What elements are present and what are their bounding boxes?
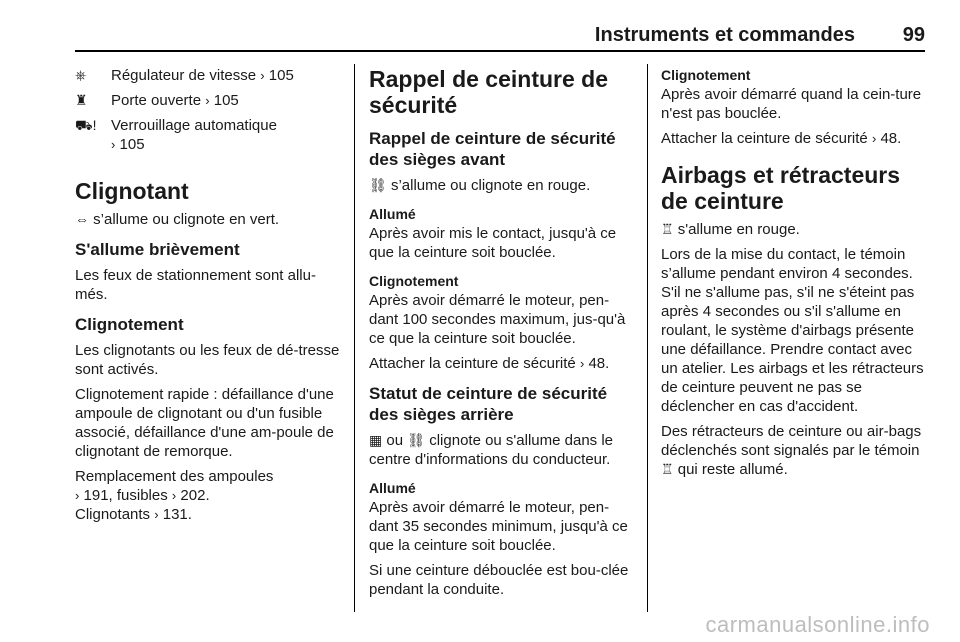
door-open-icon: ♜ [75, 92, 88, 108]
ref-arrow-icon: › [154, 507, 159, 522]
ref-arrow-icon: › [205, 93, 210, 108]
indicator-auto-lock [75, 116, 345, 154]
page-ref[interactable]: 48. [880, 130, 902, 147]
paragraph: Lors de la mise du contact, le témoin s’allume pendant environ 4 secondes. S'il ne s'allume pas, s'il ne s'éteint pas après 4 secondes ou s'il s'allume en roulant, le système d'airbags présente une défaillance. Prendre contact avec un atelier. Les airbags et les rétracteurs de ceinture peuvent ne pas se déclencher en cas d'accident. [661, 246, 924, 415]
ref-arrow-icon: › [871, 131, 877, 146]
header-rule [75, 50, 925, 52]
paragraph: Des rétracteurs de ceinture ou air-bags déclenchés sont signalés par le témoin ♖ qui reste allumé. [661, 423, 922, 478]
column-middle [369, 66, 636, 605]
paragraph: ⛓ s’allume ou clignote en rouge. [369, 177, 591, 194]
ref-arrow-icon: › [260, 68, 265, 83]
ref-arrow-icon: › [171, 488, 177, 503]
subheading-allume: Allumé [369, 206, 416, 222]
paragraph: Si une ceinture débouclée est bou-clée pendant la conduite. [369, 562, 629, 598]
page-header [75, 24, 925, 48]
paragraph: ⇔ s’allume ou clignote en vert. [75, 211, 280, 228]
heading-sieges-avant: Rappel de ceinture de sécurité des sièges avant [369, 129, 616, 169]
airbag-icon: ♖ [661, 461, 674, 477]
page-number: 99 [902, 24, 925, 46]
paragraph: Après avoir démarré quand la cein-ture n'est pas bouclée. [661, 86, 922, 122]
cruise-control-icon: ⎈ [75, 67, 87, 83]
paragraph: ▦ ou ⛓ clignote ou s'allume dans le centre d'informations du conducteur. [369, 432, 614, 468]
page-ref[interactable]: 131. [162, 506, 192, 523]
heading-allume-brievement: S'allume brièvement [75, 240, 240, 259]
column-right [661, 66, 931, 485]
page-ref[interactable]: 105 [213, 92, 239, 109]
page-ref[interactable]: 191, fusibles [83, 487, 172, 504]
ref-arrow-icon: › [75, 488, 80, 503]
subheading-allume: Allumé [369, 480, 416, 496]
header-title: Instruments et commandes [594, 24, 855, 46]
indicator-label: Régulateur de vitesse [111, 67, 261, 84]
paragraph: Clignotement rapide : défaillance d'une ampoule de clignotant ou d'un fusible associé, défaillance d'une am-poule de clignotant de remorque. [75, 386, 334, 460]
heading-clignotant: Clignotant [75, 178, 189, 204]
subheading-clignotement: Clignotement [661, 67, 751, 83]
indicator-label: Verrouillage automatique [111, 117, 277, 134]
paragraph: Remplacement des ampoules › 191, fusibles › 202. [75, 468, 274, 504]
page-ref[interactable]: 105 [268, 67, 294, 84]
turn-signal-icon: ⇔ [75, 211, 89, 227]
heading-airbags: Airbags et rétracteurs de ceinture [661, 162, 901, 214]
paragraph: Les clignotants ou les feux de dé-tresse sont activés. [75, 342, 340, 378]
heading-sieges-arriere: Statut de ceinture de sécurité des sièges arrière [369, 384, 608, 424]
subheading-clignotement: Clignotement [369, 273, 459, 289]
paragraph: ♖ s'allume en rouge. [661, 221, 800, 238]
indicator-door-open [75, 91, 345, 110]
indicator-label: Porte ouverte [111, 92, 206, 109]
paragraph: Après avoir démarré le moteur, pen-dant 100 secondes maximum, jus-qu'à ce que la ceinture soit bouclée. [369, 292, 626, 347]
airbag-icon: ♖ [661, 221, 674, 237]
paragraph: Après avoir démarré le moteur, pen-dant 35 secondes minimum, jusqu'à ce que la ceinture soit bouclée. [369, 499, 628, 554]
heading-clignotement: Clignotement [75, 315, 184, 334]
seatbelt-icon: ⛓ [407, 432, 426, 448]
paragraph: Attacher la ceinture de sécurité › 48. [369, 355, 610, 372]
column-divider-1 [354, 64, 355, 612]
page-ref[interactable]: 48. [588, 355, 610, 372]
paragraph: Les feux de stationnement sont allu-més. [75, 267, 316, 303]
heading-rappel: Rappel de ceinture de sécurité [369, 66, 609, 118]
ref-arrow-icon: › [111, 137, 116, 152]
page-ref[interactable]: 202. [180, 487, 210, 504]
seatbelt-icon: ⛓ [369, 177, 387, 193]
paragraph: Clignotants › 131. [75, 506, 192, 523]
auto-lock-icon: ⛟! [75, 117, 97, 133]
column-divider-2 [647, 64, 648, 612]
ref-arrow-icon: › [579, 356, 585, 371]
watermark: carmanualsonline.info [705, 612, 930, 637]
paragraph: Attacher la ceinture de sécurité › 48. [661, 130, 902, 147]
page-ref[interactable]: 105 [119, 136, 145, 153]
indicator-cruise-control [75, 66, 345, 85]
paragraph: Après avoir mis le contact, jusqu'à ce que la ceinture soit bouclée. [369, 225, 617, 261]
column-left [75, 66, 345, 530]
rear-seatbelt-icon: ▦ [369, 432, 383, 448]
